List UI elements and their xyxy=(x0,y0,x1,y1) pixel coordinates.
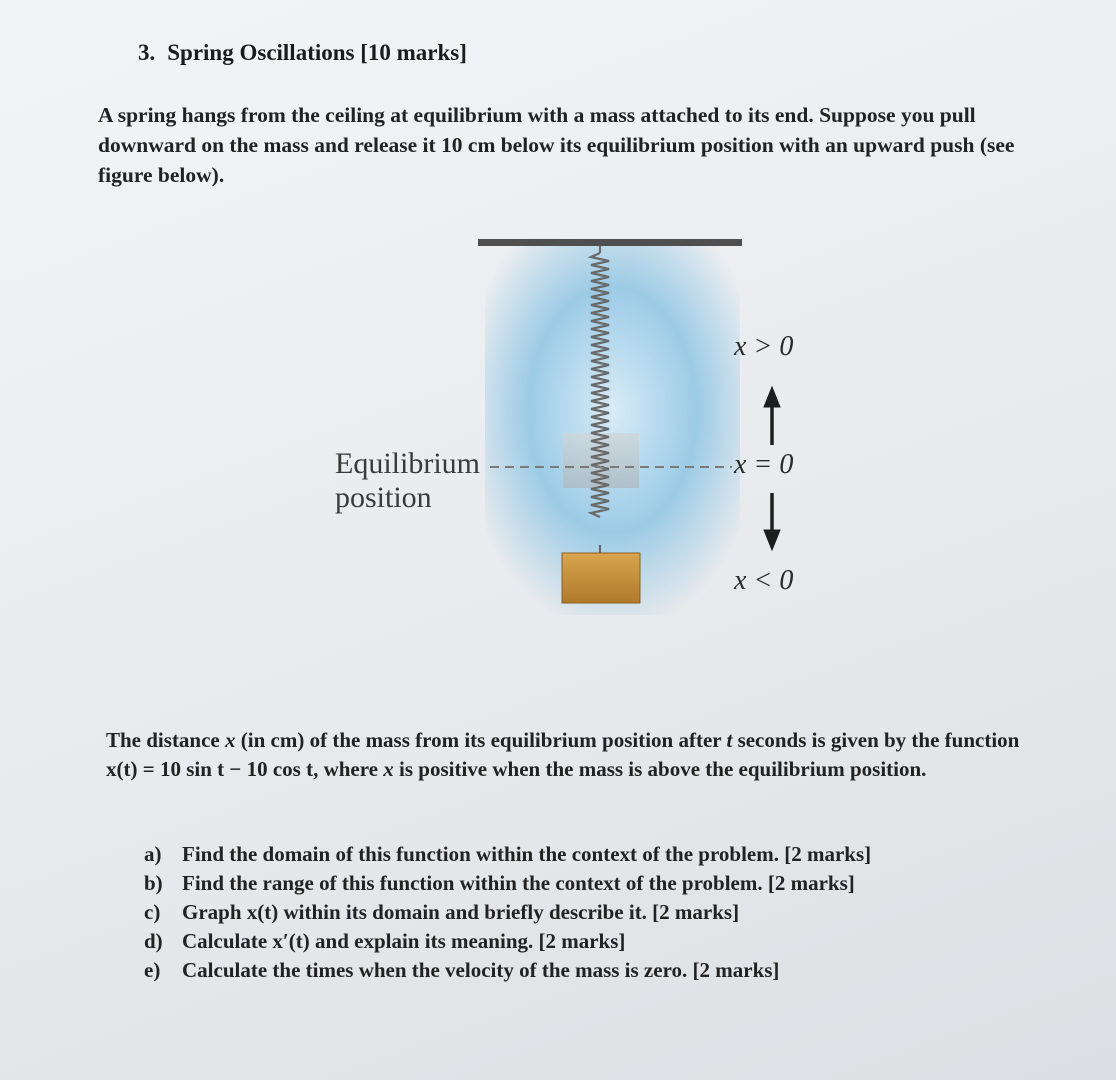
desc-var-t: t xyxy=(726,728,733,752)
question-text: Calculate the times when the velocity of the mass is zero. [2 marks] xyxy=(182,958,780,982)
up-arrow xyxy=(764,387,780,445)
function-formula: x(t) = 10 sin t − 10 cos t xyxy=(106,757,314,781)
desc-text-4: , where xyxy=(313,757,384,781)
intro-paragraph: A spring hangs from the ceiling at equilibrium with a mass attached to its end. Suppose you pull downward on the mass and release it 10 cm below its equilibrium position with an upward push (see figure below). xyxy=(98,103,1015,187)
desc-var-x2: x xyxy=(383,757,394,781)
equilibrium-label-line2: position xyxy=(335,481,432,514)
spring-illustration xyxy=(300,235,860,615)
question-letter: c) xyxy=(144,900,161,924)
mass-block xyxy=(562,553,640,603)
question-heading xyxy=(138,40,467,66)
question-text: Calculate x′(t) and explain its meaning. [2 marks] xyxy=(182,929,626,953)
ceiling-bar xyxy=(478,239,742,246)
desc-text-1: The distance xyxy=(106,728,226,752)
desc-text-5: is positive when the mass is above the equilibrium position. xyxy=(393,757,927,781)
x-zero-label: x = 0 xyxy=(734,449,794,480)
x-positive-label: x > 0 xyxy=(734,331,794,362)
x-negative-label: x < 0 xyxy=(734,565,794,596)
question-text: Find the range of this function within the context of the problem. [2 marks] xyxy=(182,871,855,895)
question-number: 3. xyxy=(138,40,156,65)
question-text: Find the domain of this function within the context of the problem. [2 marks] xyxy=(182,842,872,866)
equilibrium-label-line1: Equilibrium xyxy=(335,447,480,480)
function-description xyxy=(106,726,1056,784)
question-item xyxy=(144,869,871,898)
equilibrium-position-label xyxy=(335,447,480,515)
question-letter: b) xyxy=(144,871,163,895)
question-title: Spring Oscillations [10 marks] xyxy=(167,40,467,65)
question-letter: d) xyxy=(144,929,163,953)
down-arrow xyxy=(764,493,780,550)
question-item xyxy=(144,956,871,985)
question-item xyxy=(144,898,871,927)
question-letter: a) xyxy=(144,842,162,866)
question-item xyxy=(144,927,871,956)
spring-figure xyxy=(300,235,860,615)
question-letter: e) xyxy=(144,958,161,982)
desc-text-3: seconds is given by the function xyxy=(732,728,1020,752)
question-list xyxy=(144,840,871,985)
desc-var-x: x xyxy=(225,728,236,752)
question-text: Graph x(t) within its domain and briefly describe it. [2 marks] xyxy=(182,900,740,924)
desc-text-2: (in cm) of the mass from its equilibrium position after xyxy=(235,728,727,752)
question-item xyxy=(144,840,871,869)
